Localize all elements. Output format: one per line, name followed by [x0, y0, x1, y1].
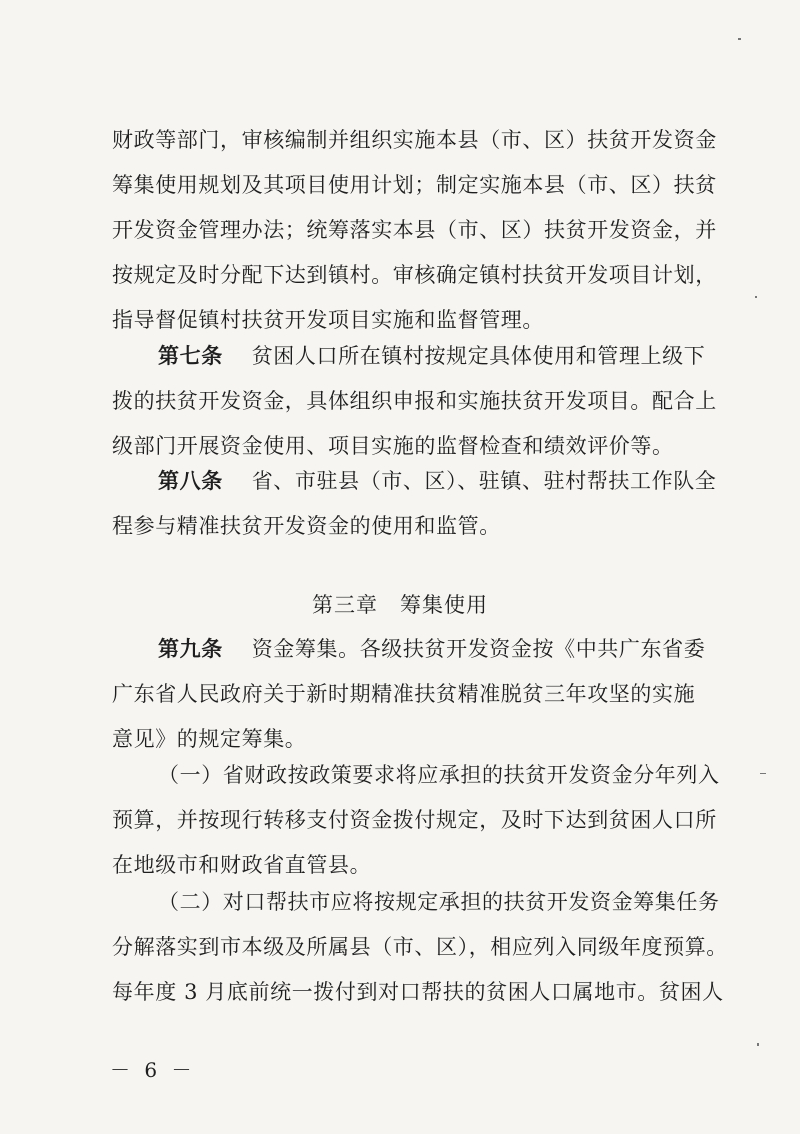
page-number: － 6 － [110, 1058, 196, 1082]
text-line: 在地级市和财政省直管县。 [112, 853, 372, 877]
text-line: 开发资金管理办法；统筹落实本县（市、区）扶贫开发资金，并 [112, 218, 717, 242]
article-7 [112, 333, 724, 469]
text-line: 按规定及时分配下达到镇村。审核确定镇村扶贫开发项目计划， [112, 263, 717, 287]
text-line: 每年度 3 月底前统一拨付到对口帮扶的贫困人口属地市。贫困人 [112, 980, 724, 1004]
article-title: 第九条 [158, 636, 223, 661]
text-line [112, 333, 724, 379]
article-8 [112, 458, 724, 549]
scan-speck [755, 296, 757, 298]
article-9 [112, 626, 724, 762]
text-line: 广东省人民政府关于新时期精准扶贫精准脱贫三年攻坚的实施 [112, 682, 696, 706]
text-line: 指导督促镇村扶贫开发项目实施和监督管理。 [112, 308, 544, 332]
text-line: （二）对口帮扶市应将按规定承担的扶贫开发资金筹集任务 [158, 890, 720, 914]
article-text: 资金筹集。各级扶贫开发资金按《中共广东省委 [251, 637, 706, 661]
text-line: 程参与精准扶贫开发资金的使用和监管。 [112, 514, 501, 538]
chapter-heading: 第三章 筹集使用 [312, 593, 488, 617]
article-text: 贫困人口所在镇村按规定具体使用和管理上级下 [251, 344, 706, 368]
text-line: 预算，并按现行转移支付资金拨付规定，及时下达到贫困人口所 [112, 808, 717, 832]
paragraph-continuation [112, 118, 724, 343]
article-title: 第七条 [158, 343, 223, 368]
scan-speck [760, 773, 766, 774]
text-line: （一）省财政按政策要求将应承担的扶贫开发资金分年列入 [158, 763, 720, 787]
text-line: 意见》的规定筹集。 [112, 727, 307, 751]
scan-speck [757, 1043, 759, 1046]
text-line [112, 626, 724, 672]
scan-speck [738, 38, 741, 40]
article-title: 第八条 [158, 468, 223, 493]
text-line: 分解落实到市本级及所属县（市、区），相应列入同级年度预算。 [112, 935, 728, 959]
text-line [112, 458, 724, 504]
item-2 [112, 880, 728, 1015]
article-text: 省、市驻县（市、区）、驻镇、驻村帮扶工作队全 [251, 469, 717, 493]
text-line: 级部门开展资金使用、项目实施的监督检查和绩效评价等。 [112, 434, 674, 458]
item-1 [112, 753, 724, 888]
text-line: 拨的扶贫开发资金，具体组织申报和实施扶贫开发项目。配合上 [112, 389, 717, 413]
text-line: 财政等部门，审核编制并组织实施本县（市、区）扶贫开发资金 [112, 128, 717, 152]
text-line: 筹集使用规划及其项目使用计划；制定实施本县（市、区）扶贫 [112, 173, 717, 197]
